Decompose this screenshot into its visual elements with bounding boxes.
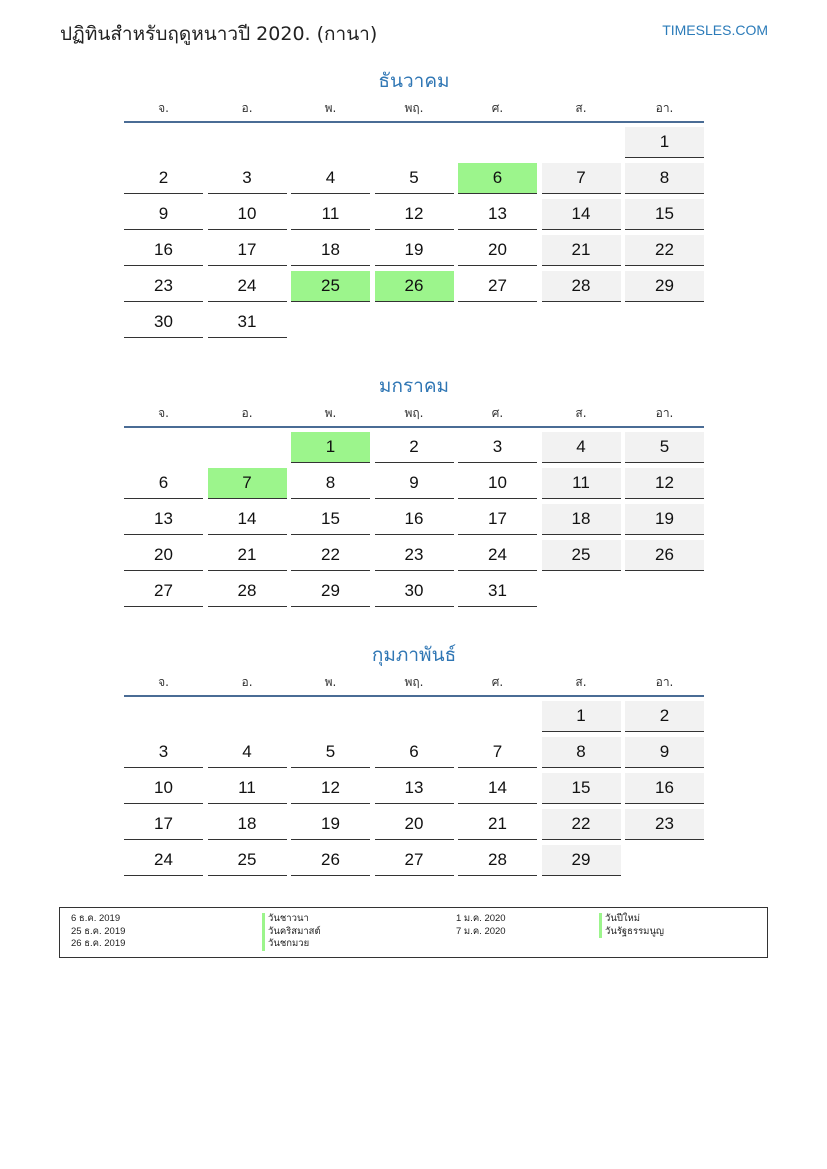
- day-cell: 21: [458, 809, 537, 840]
- day-cell: 28: [208, 576, 287, 607]
- day-cell: 4: [208, 737, 287, 768]
- site-link[interactable]: TIMESLES.COM: [662, 22, 768, 38]
- weekday-header-row: [124, 95, 704, 121]
- legend-date: 25 ธ.ค. 2019: [71, 925, 126, 937]
- weekday-label: พ.: [324, 101, 337, 115]
- day-cell: 6: [124, 468, 203, 499]
- legend-holiday-name: วันชาวนา: [262, 913, 321, 926]
- empty-day-cell: [458, 127, 537, 158]
- legend-holiday-name: วันรัฐธรรมนูญ: [599, 926, 664, 939]
- week-row: [124, 809, 704, 845]
- holiday-day-cell: 1: [291, 432, 370, 463]
- day-cell: 12: [625, 468, 704, 499]
- day-cell: 2: [625, 701, 704, 732]
- day-cell: 24: [458, 540, 537, 571]
- empty-day-cell: [124, 432, 203, 463]
- day-cell: 21: [208, 540, 287, 571]
- week-row: [124, 504, 704, 540]
- holiday-legend: [59, 907, 768, 958]
- day-cell: 3: [458, 432, 537, 463]
- weekday-header-row: [124, 400, 704, 426]
- day-cell: 13: [458, 199, 537, 230]
- day-cell: 3: [124, 737, 203, 768]
- week-row: [124, 271, 704, 307]
- day-cell: 17: [208, 235, 287, 266]
- day-cell: 3: [208, 163, 287, 194]
- day-cell: 19: [625, 504, 704, 535]
- month-title: มกราคม: [378, 375, 450, 397]
- day-cell: 10: [208, 199, 287, 230]
- legend-holiday-name: วันชกมวย: [262, 938, 321, 951]
- day-cell: 10: [124, 773, 203, 804]
- week-row: [124, 432, 704, 468]
- month-divider: [124, 426, 704, 428]
- weekday-label: ส.: [575, 675, 587, 689]
- empty-day-cell: [542, 127, 621, 158]
- week-row: [124, 199, 704, 235]
- day-cell: 27: [375, 845, 454, 876]
- day-cell: 8: [291, 468, 370, 499]
- legend-holiday-name: วันปีใหม่: [599, 913, 664, 926]
- week-row: [124, 235, 704, 271]
- day-cell: 29: [542, 845, 621, 876]
- month-title: ธันวาคม: [378, 70, 450, 92]
- holiday-day-cell: 26: [375, 271, 454, 302]
- empty-day-cell: [542, 307, 621, 338]
- day-cell: 13: [375, 773, 454, 804]
- weekday-label: ส.: [575, 101, 587, 115]
- day-cell: 1: [625, 127, 704, 158]
- empty-day-cell: [625, 845, 704, 876]
- week-row: [124, 576, 704, 612]
- month-february: [124, 641, 704, 881]
- holiday-day-cell: 7: [208, 468, 287, 499]
- day-cell: 23: [375, 540, 454, 571]
- day-cell: 29: [291, 576, 370, 607]
- day-cell: 9: [375, 468, 454, 499]
- empty-day-cell: [124, 701, 203, 732]
- legend-right-names: [599, 913, 664, 938]
- day-cell: 4: [291, 163, 370, 194]
- empty-day-cell: [124, 127, 203, 158]
- day-cell: 11: [291, 199, 370, 230]
- day-cell: 25: [542, 540, 621, 571]
- day-cell: 16: [375, 504, 454, 535]
- day-cell: 14: [542, 199, 621, 230]
- day-cell: 18: [291, 235, 370, 266]
- day-cell: 6: [375, 737, 454, 768]
- empty-day-cell: [375, 701, 454, 732]
- week-row: [124, 701, 704, 737]
- weekday-label: พ.: [324, 406, 337, 420]
- weekday-label: จ.: [158, 406, 169, 420]
- weekday-label: อ.: [241, 675, 253, 689]
- day-cell: 24: [124, 845, 203, 876]
- weekday-header-row: [124, 669, 704, 695]
- week-row: [124, 737, 704, 773]
- legend-right-dates: [456, 913, 506, 938]
- day-cell: 2: [124, 163, 203, 194]
- week-row: [124, 163, 704, 199]
- legend-holiday-name: วันคริสมาสต์: [262, 926, 321, 939]
- day-cell: 5: [291, 737, 370, 768]
- week-row: [124, 127, 704, 163]
- day-cell: 31: [208, 307, 287, 338]
- month-december: [124, 67, 704, 343]
- day-cell: 27: [458, 271, 537, 302]
- weekday-label: อา.: [655, 101, 674, 115]
- weekday-label: อา.: [655, 675, 674, 689]
- day-cell: 13: [124, 504, 203, 535]
- day-cell: 28: [542, 271, 621, 302]
- day-cell: 20: [458, 235, 537, 266]
- empty-day-cell: [208, 127, 287, 158]
- weekday-label: พ.: [324, 675, 337, 689]
- weekday-label: อ.: [241, 406, 253, 420]
- weekday-label: ศ.: [491, 406, 504, 420]
- day-cell: 20: [124, 540, 203, 571]
- weekday-label: จ.: [158, 101, 169, 115]
- day-cell: 9: [124, 199, 203, 230]
- day-cell: 7: [458, 737, 537, 768]
- empty-day-cell: [291, 307, 370, 338]
- day-cell: 26: [625, 540, 704, 571]
- day-cell: 26: [291, 845, 370, 876]
- holiday-day-cell: 6: [458, 163, 537, 194]
- day-cell: 8: [625, 163, 704, 194]
- empty-day-cell: [625, 576, 704, 607]
- day-cell: 23: [124, 271, 203, 302]
- week-row: [124, 468, 704, 504]
- empty-day-cell: [208, 701, 287, 732]
- legend-date: 26 ธ.ค. 2019: [71, 938, 126, 949]
- legend-left-dates: [71, 913, 125, 951]
- day-cell: 19: [375, 235, 454, 266]
- day-cell: 17: [124, 809, 203, 840]
- empty-day-cell: [625, 307, 704, 338]
- day-cell: 22: [542, 809, 621, 840]
- day-cell: 4: [542, 432, 621, 463]
- day-cell: 9: [625, 737, 704, 768]
- day-cell: 24: [208, 271, 287, 302]
- day-cell: 1: [542, 701, 621, 732]
- day-cell: 30: [375, 576, 454, 607]
- day-cell: 27: [124, 576, 203, 607]
- day-cell: 21: [542, 235, 621, 266]
- week-row: [124, 307, 704, 343]
- day-cell: 5: [375, 163, 454, 194]
- day-cell: 12: [375, 199, 454, 230]
- day-cell: 7: [542, 163, 621, 194]
- day-cell: 10: [458, 468, 537, 499]
- empty-day-cell: [208, 432, 287, 463]
- day-cell: 8: [542, 737, 621, 768]
- legend-left-names: [262, 913, 321, 951]
- day-cell: 28: [458, 845, 537, 876]
- empty-day-cell: [291, 127, 370, 158]
- day-cell: 17: [458, 504, 537, 535]
- holiday-day-cell: 25: [291, 271, 370, 302]
- empty-day-cell: [542, 576, 621, 607]
- day-cell: 15: [542, 773, 621, 804]
- day-cell: 16: [124, 235, 203, 266]
- day-cell: 29: [625, 271, 704, 302]
- weekday-label: อา.: [655, 406, 674, 420]
- weekday-label: จ.: [158, 675, 169, 689]
- month-divider: [124, 121, 704, 123]
- legend-date: 7 ม.ค. 2020: [456, 925, 506, 937]
- weekday-label: ส.: [575, 406, 587, 420]
- day-cell: 30: [124, 307, 203, 338]
- legend-date: 6 ธ.ค. 2019: [71, 913, 121, 924]
- empty-day-cell: [458, 701, 537, 732]
- empty-day-cell: [291, 701, 370, 732]
- month-divider: [124, 695, 704, 697]
- day-cell: 11: [542, 468, 621, 499]
- day-cell: 15: [291, 504, 370, 535]
- weekday-label: พฤ.: [404, 101, 424, 115]
- week-row: [124, 773, 704, 809]
- day-cell: 22: [625, 235, 704, 266]
- day-cell: 15: [625, 199, 704, 230]
- day-cell: 14: [458, 773, 537, 804]
- day-cell: 22: [291, 540, 370, 571]
- day-cell: 16: [625, 773, 704, 804]
- day-cell: 23: [625, 809, 704, 840]
- day-cell: 14: [208, 504, 287, 535]
- weekday-label: ศ.: [491, 675, 504, 689]
- weekday-label: พฤ.: [404, 675, 424, 689]
- page-title: ปฏิทินสำหรับฤดูหนาวปี 2020. (กานา): [60, 23, 378, 45]
- day-cell: 25: [208, 845, 287, 876]
- weekday-label: ศ.: [491, 101, 504, 115]
- day-cell: 31: [458, 576, 537, 607]
- day-cell: 19: [291, 809, 370, 840]
- day-cell: 12: [291, 773, 370, 804]
- weekday-label: อ.: [241, 101, 253, 115]
- day-cell: 5: [625, 432, 704, 463]
- day-cell: 18: [542, 504, 621, 535]
- empty-day-cell: [375, 127, 454, 158]
- month-title: กุมภาพันธ์: [371, 644, 457, 666]
- day-cell: 18: [208, 809, 287, 840]
- day-cell: 11: [208, 773, 287, 804]
- empty-day-cell: [458, 307, 537, 338]
- day-cell: 20: [375, 809, 454, 840]
- week-row: [124, 540, 704, 576]
- month-january: [124, 372, 704, 612]
- legend-date: 1 ม.ค. 2020: [456, 913, 506, 924]
- day-cell: 2: [375, 432, 454, 463]
- weekday-label: พฤ.: [404, 406, 424, 420]
- empty-day-cell: [375, 307, 454, 338]
- week-row: [124, 845, 704, 881]
